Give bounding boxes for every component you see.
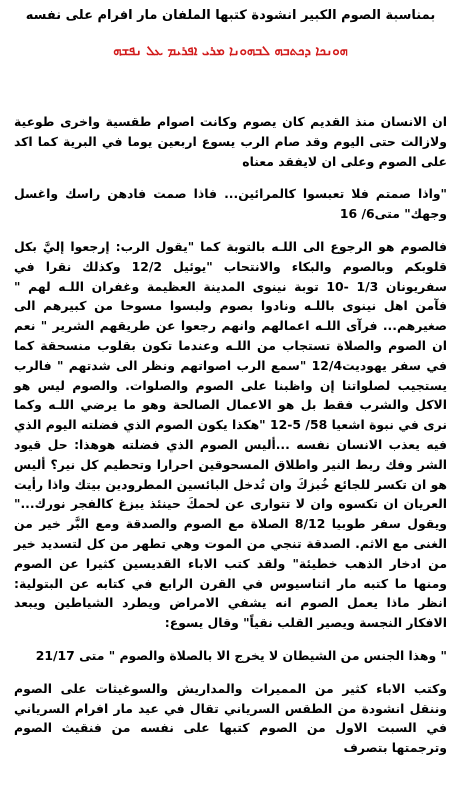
paragraph-quote-matthew-17: " وهذا الجنس من الشيطان لا يخرج الا بالصلاة والصوم " متى 21/17 <box>35 647 447 663</box>
syriac-subtitle: ܗܘܢܟܐ ܕܟܬܒܗ ܠܒܗܘܢܐ ܡܪܝ ܐܦܪܝܡ ܥܠ ܢܦܫܗ <box>113 44 348 59</box>
paragraph-main: فالصوم هو الرجوع الى اللـه بالتوبة كما "يقول الرب: إرجعوا إليَّ بكل قلوبكم وبالصوم والبكاء والانتحاب "يوئيل 12/2 وكذلك نقرا في سفريونان 1/3 -10 توبة نينوى المدينة العظيمة وغفران اللـه لهم " فآمن اهل نينوى باللـه ونادوا بصوم ولبسوا مسوحا من كبيرهم الى صغيرهم... فرآى اللـه اعمالهم وانهم رجعوا عن طريقهم الشرير " نعم ان الصوم والصلاة تستجاب من اللـه وعندما تكون بقلوب منسحقة كما في سفر يهوديت12/4 "سمع الرب اصواتهم ونظر الى شدتهم " فالرب يستجيب لصلواتنا إن واظبنا على الصوم والصلوات. والصوم ليس هو الاكل والشرب فقط بل هو الاعمال الصالحة وهو ما يرضي اللـه وكما نرى في نبوة اشعيا 58/ 5-12 "هكذا يكون الصوم الذي فضلته اليوم الذي فيه يعذب الانسان نفسه ...أليس الصوم الذي فضلته هوهذا: حل قيود الشر وفك ربط النير واطلاق المسحوقين احرارا وتحطيم كل نير؟ أليس هو ان تكسر للجائع خُبزكَ وان تُدخل البائسين المطرودين بيتك واذا رأيت العريان ان تكسوه وان لا تتوارى عن لحمكَ حينئذ يبزغ كالفجر نورك..." ويقول سفر طوبيا 8/12 الصلاة مع الصوم والصدقة ومع البَّر خير من الغنى مع الاثم. الصدقة تنجي من الموت وهي تطهر من كل لتسديد خير من ادخار الذهب خطيئة" ولقد كتب الاباء القديسين كثيرا عن الصوم ومنها ما كتبه مار اثناسيوس في القرن الرابع في كتابه عن البتولية: انظر ماذا يعمل الصوم انه يشفي الامراض ويطرد الشياطين ويبعد الافكار النجسة ويصير القلب نقياً" وقال يسوع: <box>14 238 447 631</box>
paragraph-closing: وكتب الاباء كثير من المميرات والمداريش والسوغيثات على الصوم وننقل انشودة من الطقس السرياني تقال في عيد مار افرام السرياني في السبت الاول من الصوم كتبها على نفسه من فنقيث الصوم وترجمتها بتصرف <box>14 680 447 756</box>
article-body <box>14 112 447 771</box>
page-title: بمناسبة الصوم الكبير انشودة كتبها الملفان مار افرام على نفسه <box>25 8 436 23</box>
paragraph-intro: ان الانسان منذ القديم كان يصوم وكانت اصوام طقسية واخرى طوعية ولازالت حتى اليوم وقد صام الرب يسوع اربعين يوما في البرية كما اكد على الصوم وعلى ان لايفقد معناه <box>14 114 447 169</box>
paragraph-quote-matthew-6: "واذا صمتم فلا تعبسوا كالمرائين... فاذا صمت فادهن راسك واغسل وجهك" متى6/ 16 <box>14 186 447 222</box>
